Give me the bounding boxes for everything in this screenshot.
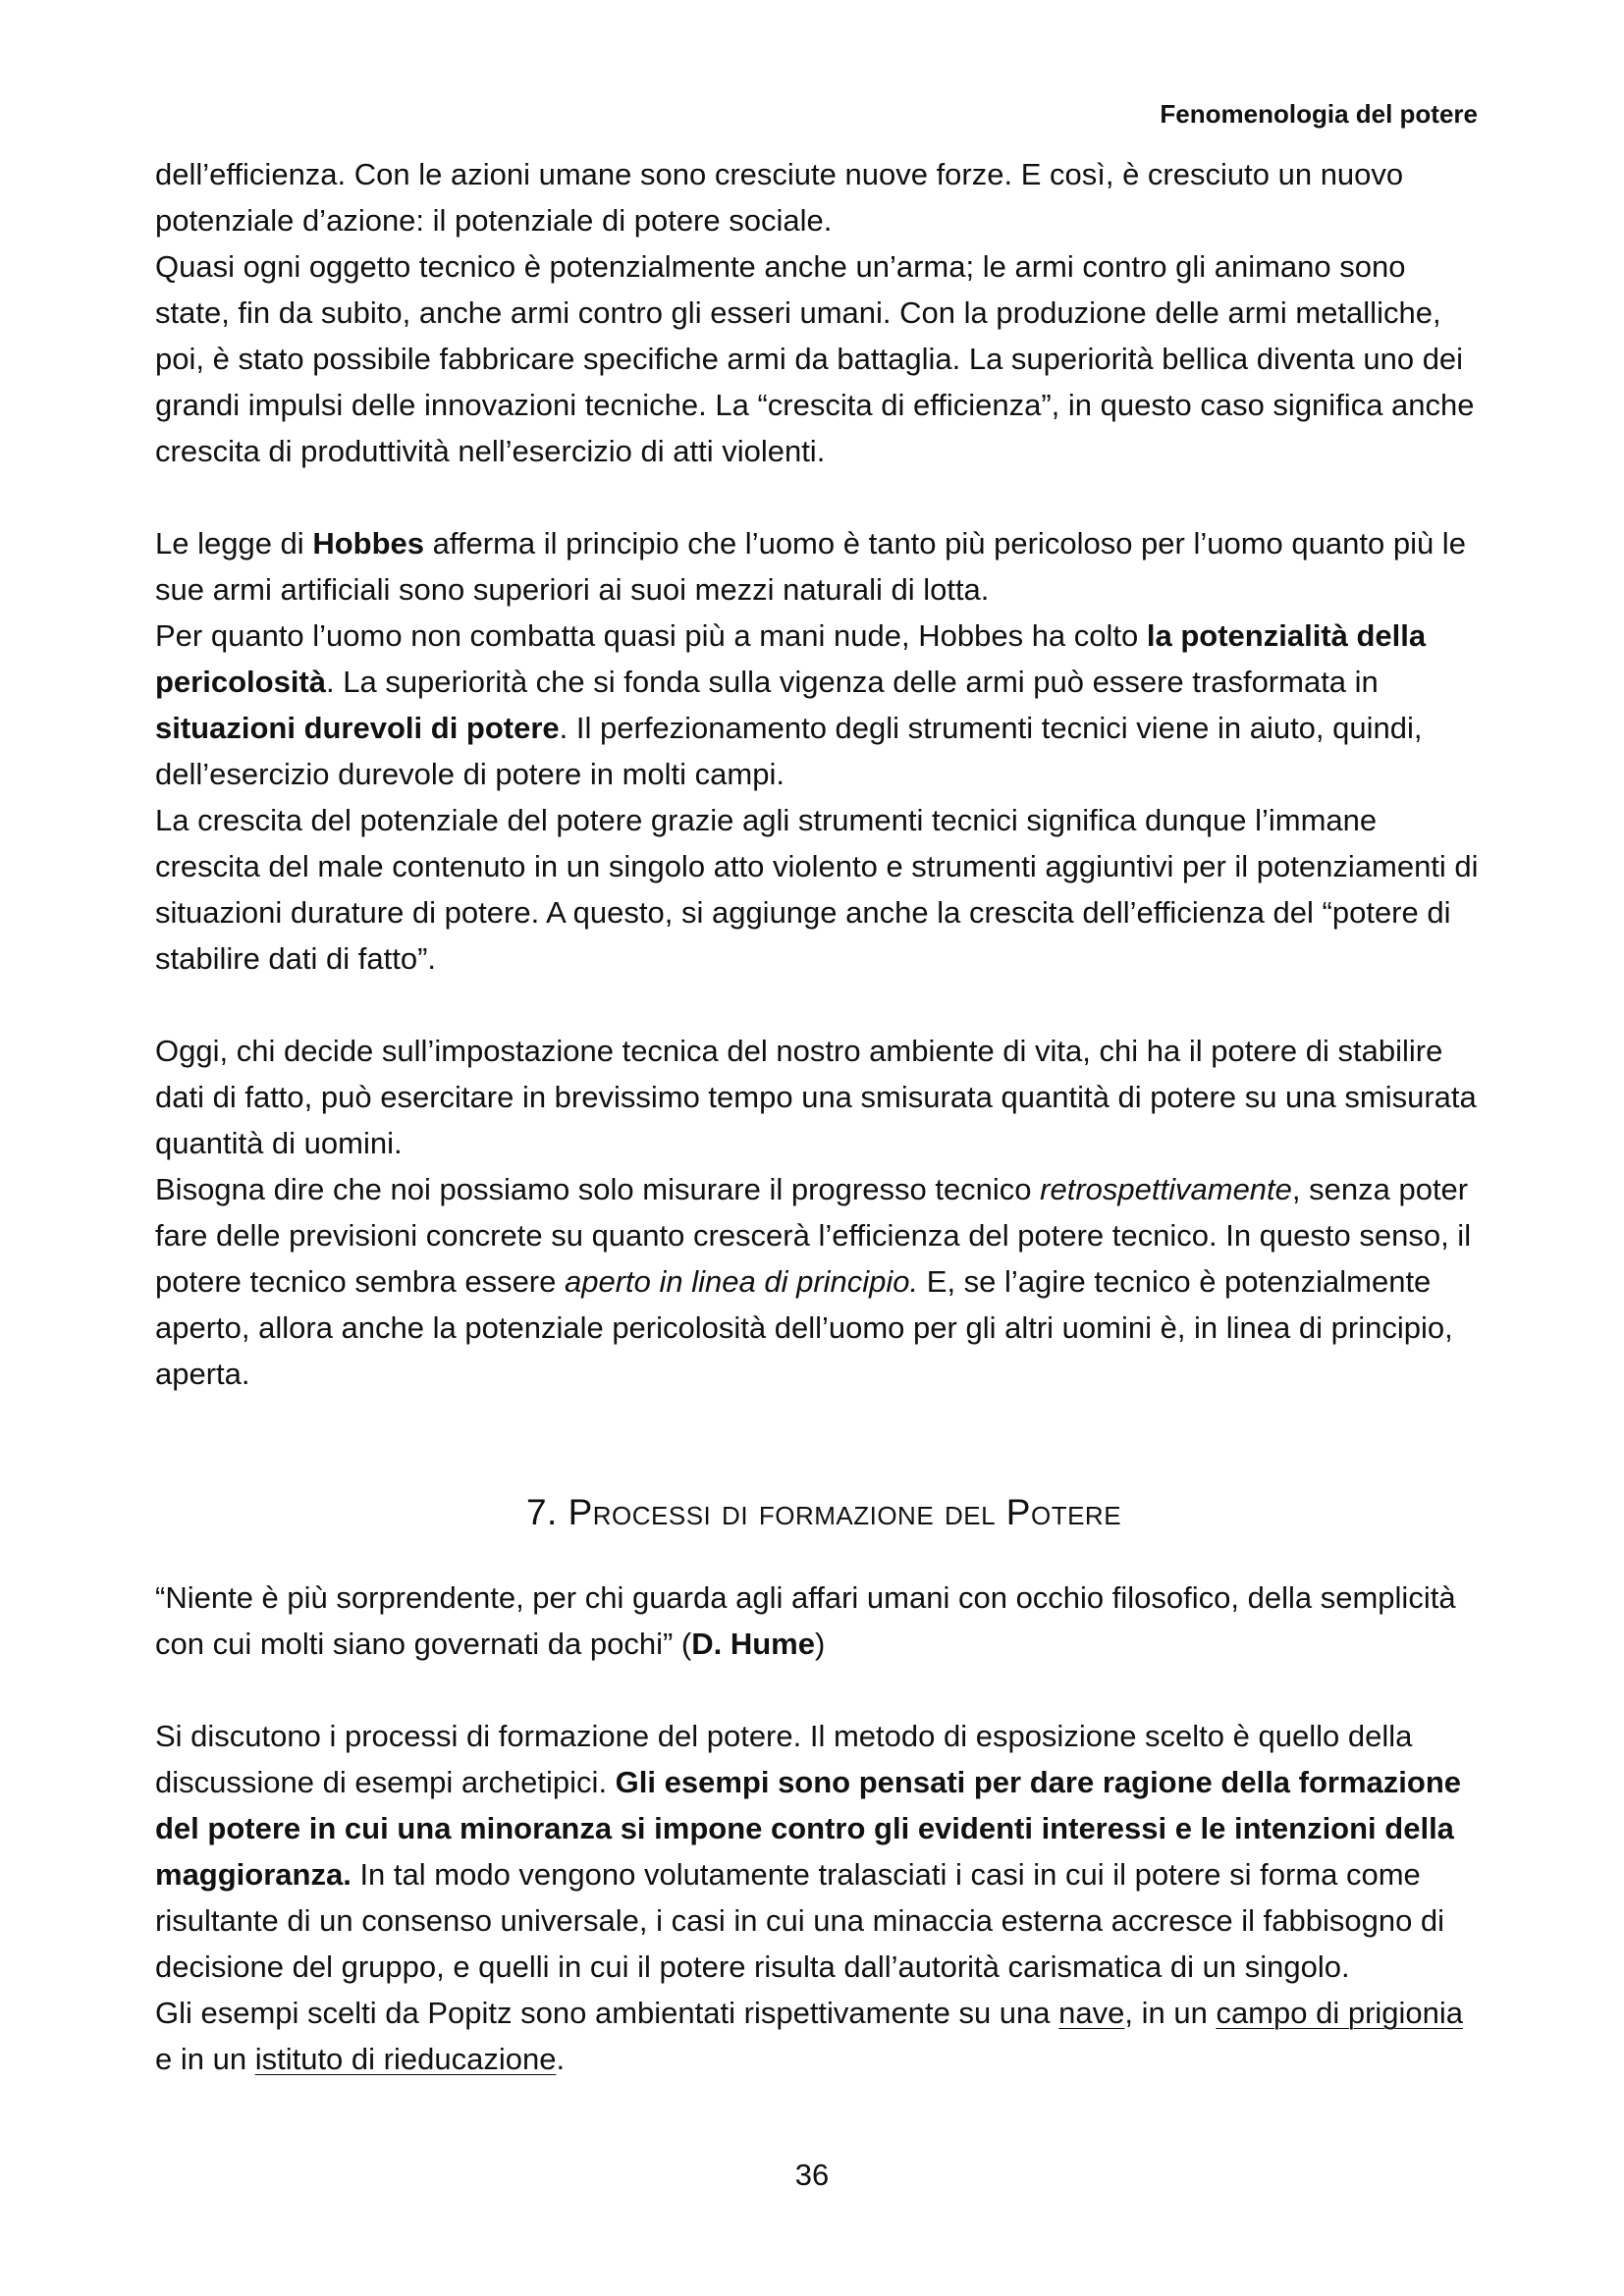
paragraph: Oggi, chi decide sull’impostazione tecnica del nostro ambiente di vita, chi ha il potere di stabilire dati di fatto, può esercitare in brevissimo tempo una smisurata quantità di potere su una smisurata quantità di uomini. bbox=[155, 1034, 1477, 1160]
paragraph: Si discutono i processi di formazione del potere. Il metodo di esposizione scelto è quello della discussione di esempi archetipici. Gli esempi sono pensati per dare ragione della formazione del potere in cui una minoranza si impone contro gli evidenti interessi e le intenzioni della maggioranza. In tal modo vengono volutamente tralasciati i casi in cui il potere si forma come risultante di un consenso universale, i casi in cui una minaccia esterna accresce il fabbisogno di decisione del gruppo, e quelli in cui il potere risulta dall’autorità carismatica di un singolo. bbox=[155, 1719, 1462, 1984]
underlined-term: nave bbox=[1058, 1996, 1125, 2030]
bold-term: la potenzialità della pericolosità bbox=[155, 618, 1427, 699]
epigraph-quote: “Niente è più sorprendente, per chi guarda agli affari umani con occhio filosofico, della semplicità con cui molti siano governati da pochi” (D. Hume) bbox=[155, 1580, 1456, 1661]
italic-term: retrospettivamente bbox=[1040, 1172, 1292, 1206]
bold-passage: Gli esempi sono pensati per dare ragione della formazione del potere in cui una minoranza si impone contro gli evidenti interessi e le intenzioni della maggioranza. bbox=[155, 1765, 1462, 1892]
quote-author: D. Hume bbox=[691, 1627, 815, 1661]
paragraph-spacer bbox=[155, 474, 1483, 520]
underlined-term: campo di prigionia bbox=[1216, 1996, 1464, 2030]
bold-term: Hobbes bbox=[312, 526, 424, 561]
section-heading: 7. Processi di formazione del Potere bbox=[525, 1492, 1122, 1532]
paragraph: Gli esempi scelti da Popitz sono ambientati rispettivamente su una nave, in un campo di prigionia e in un istituto di rieducazione. bbox=[155, 1996, 1464, 2076]
italic-term: aperto in linea di principio. bbox=[565, 1264, 919, 1299]
section-spacer bbox=[155, 1397, 1483, 1489]
section-spacer bbox=[155, 1535, 1483, 1575]
paragraph: dell’efficienza. Con le azioni umane sono cresciute nuove forze. E così, è cresciuto un nuovo potenziale d’azione: il potenziale di potere sociale. bbox=[155, 157, 1404, 238]
paragraph: Per quanto l’uomo non combatta quasi più a mani nude, Hobbes ha colto la potenzialità della pericolosità. La superiorità che si fonda sulla vigenza delle armi può essere trasformata in situazioni durevoli di potere. Il perfezionamento degli strumenti tecnici viene in aiuto, quindi, dell’esercizio durevole di potere in molti campi. bbox=[155, 618, 1427, 791]
paragraph: Bisogna dire che noi possiamo solo misurare il progresso tecnico retrospettivamente, senza poter fare delle previsioni concrete su quanto crescerà l’efficienza del potere tecnico. In questo senso, il potere tecnico sembra essere aperto in linea di principio. E, se l’agire tecnico è potenzialmente aperto, allora anche la potenziale pericolosità dell’uomo per gli altri uomini è, in linea di principio, aperta. bbox=[155, 1172, 1472, 1391]
page-number: 36 bbox=[794, 2158, 830, 2192]
underlined-term: istituto di rieducazione bbox=[254, 2042, 557, 2076]
running-header: Fenomenologia del potere bbox=[1160, 99, 1478, 129]
paragraph: La crescita del potenziale del potere grazie agli strumenti tecnici significa dunque l’immane crescita del male contenuto in un singolo atto violento e strumenti aggiuntivi per il potenziamenti di situazioni durature di potere. A questo, si aggiunge anche la crescita dell’efficienza del “potere di stabilire dati di fatto”. bbox=[155, 803, 1479, 976]
body-text bbox=[155, 151, 1483, 2082]
bold-term: situazioni durevoli di potere bbox=[155, 711, 560, 745]
paragraph-spacer bbox=[155, 1667, 1483, 1713]
paragraph: Quasi ogni oggetto tecnico è potenzialmente anche un’arma; le armi contro gli animano sono state, fin da subito, anche armi contro gli esseri umani. Con la produzione delle armi metalliche, poi, è stato possibile fabbricare specifiche armi da battaglia. La superiorità bellica diventa uno dei grandi impulsi delle innovazioni tecniche. La “crescita di efficienza”, in questo caso significa anche crescita di produttività nell’esercizio di atti violenti. bbox=[155, 249, 1475, 468]
paragraph-spacer bbox=[155, 982, 1483, 1028]
paragraph: Le legge di Hobbes afferma il principio che l’uomo è tanto più pericoloso per l’uomo quanto più le sue armi artificiali sono superiori ai suoi mezzi naturali di lotta. bbox=[155, 526, 1466, 607]
